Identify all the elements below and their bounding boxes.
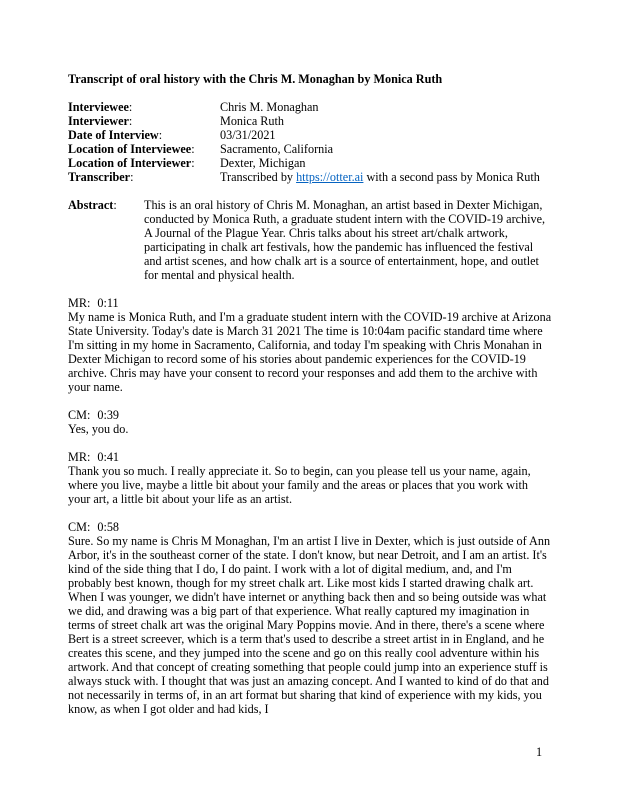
meta-label-text: Interviewee [68,100,129,114]
page-number: 1 [536,745,543,759]
page-title: Transcript of oral history with the Chris M. Monaghan by Monica Ruth [68,72,443,86]
transcriber-suffix: with a second pass by Monica Ruth [363,170,540,184]
dialogue-block [68,408,552,436]
timestamp: 0:39 [97,408,120,422]
dialogue-text: Thank you so much. I really appreciate it. So to begin, can you please tell us your name, again, where you live, maybe a little bit about your family and the areas or places that you work with your art, a little bit about your life as an artist. [68,464,531,506]
meta-colon: : [128,114,133,128]
meta-value: Dexter, Michigan [220,156,306,170]
timestamp: 0:11 [97,296,119,310]
dialogue-block [68,296,552,394]
meta-label [68,114,220,128]
meta-colon: : [130,170,134,184]
transcriber-prefix: Transcribed by [220,170,297,184]
metadata-row-location-interviewer [68,156,552,170]
meta-label-text: Transcriber [68,170,131,184]
speaker-line [68,520,552,534]
meta-colon: : [191,156,195,170]
abstract-label [68,198,144,282]
meta-label [68,156,220,170]
meta-label-text: Interviewer [68,114,129,128]
meta-label-text: Location of Interviewee [68,142,192,156]
meta-value: 03/31/2021 [220,128,276,142]
meta-label-text: Location of Interviewer [68,156,192,170]
metadata-row-interviewer [68,114,552,128]
abstract-colon: : [113,198,117,212]
metadata-row-interviewee [68,100,552,114]
metadata-row-location-interviewee [68,142,552,156]
meta-colon: : [128,100,133,114]
dialogue-block [68,520,552,716]
speaker-label: MR: [68,450,91,464]
speaker-label: CM: [68,408,91,422]
dialogue-text: Yes, you do. [68,422,129,436]
dialogue-block [68,450,552,506]
abstract-section [68,198,552,282]
abstract-text: This is an oral history of Chris M. Monaghan, an artist based in Dexter Michigan, conducted by Monica Ruth, a graduate student intern with the COVID-19 archive, A Journal of the Plague Year. Chris talks about his street art/chalk artwork, participating in chalk art festivals, how the pandemic has influenced the festival and artist scenes, and how chalk art is a source of entertainment, hope, and outlet for mental and physical health. [144,198,546,282]
speaker-line [68,408,552,422]
dialogue-text: Sure. So my name is Chris M Monaghan, I'm an artist I live in Dexter, which is just outside of Ann Arbor, it's in the southeast corner of the state. I don't know, but near Detroit, and I am an artist. It's kind of the side thing that I do, I do paint. I work with a lot of digital medium, and, and I'm probably best known, though for my street chalk art. Like most kids I started drawing chalk art. When I was younger, we didn't have internet or anything back then and so being outside was what we did, and drawing was a big part of that experience. What really captured my imagination in terms of street chalk art was the original Mary Poppins movie. And in there, there's a scene where Bert is a street screever, which is a term that's used to describe a street artist in in England, and he creates this scene, and they jumped into the scene and go on this really cool adventure within his artwork. And that concept of creating something that people could jump into an experience stuff is always stuck with. I thought that was just an amazing concept. And I wanted to kind of do that and not necessarily in terms of, in an art format but sharing that kind of experience with my kids, you know, as when I got older and had kids, I [68,534,551,716]
otter-link[interactable]: https://otter.ai [296,170,364,184]
meta-value: Sacramento, California [220,142,334,156]
abstract-label-text: Abstract [68,198,114,212]
meta-label [68,100,220,114]
metadata-row-transcriber [68,170,552,184]
speaker-label: CM: [68,520,91,534]
metadata-table [68,100,552,184]
meta-label-text: Date of Interview [68,128,159,142]
meta-value: Monica Ruth [220,114,284,128]
timestamp: 0:58 [97,520,120,534]
timestamp: 0:41 [97,450,120,464]
meta-colon: : [158,128,163,142]
meta-label [68,128,220,142]
meta-label [68,170,220,184]
meta-label [68,142,220,156]
speaker-label: MR: [68,296,91,310]
meta-colon: : [191,142,195,156]
metadata-row-date [68,128,552,142]
dialogue-text: My name is Monica Ruth, and I'm a graduate student intern with the COVID-19 archive at Arizona State University. Today's date is March 31 2021 The time is 10:04am pacific standard time where I'm sitting in my home in Sacramento, California, and today I'm speaking with Chris Monahan in Dexter Michigan to record some of his stories about pandemic experiences for the COVID-19 archive. Chris may have your consent to record your responses and add them to the archive with your name. [68,310,552,394]
speaker-line [68,296,552,310]
meta-value [220,170,552,184]
meta-value: Chris M. Monaghan [220,100,319,114]
page-content [68,72,552,716]
speaker-line [68,450,552,464]
